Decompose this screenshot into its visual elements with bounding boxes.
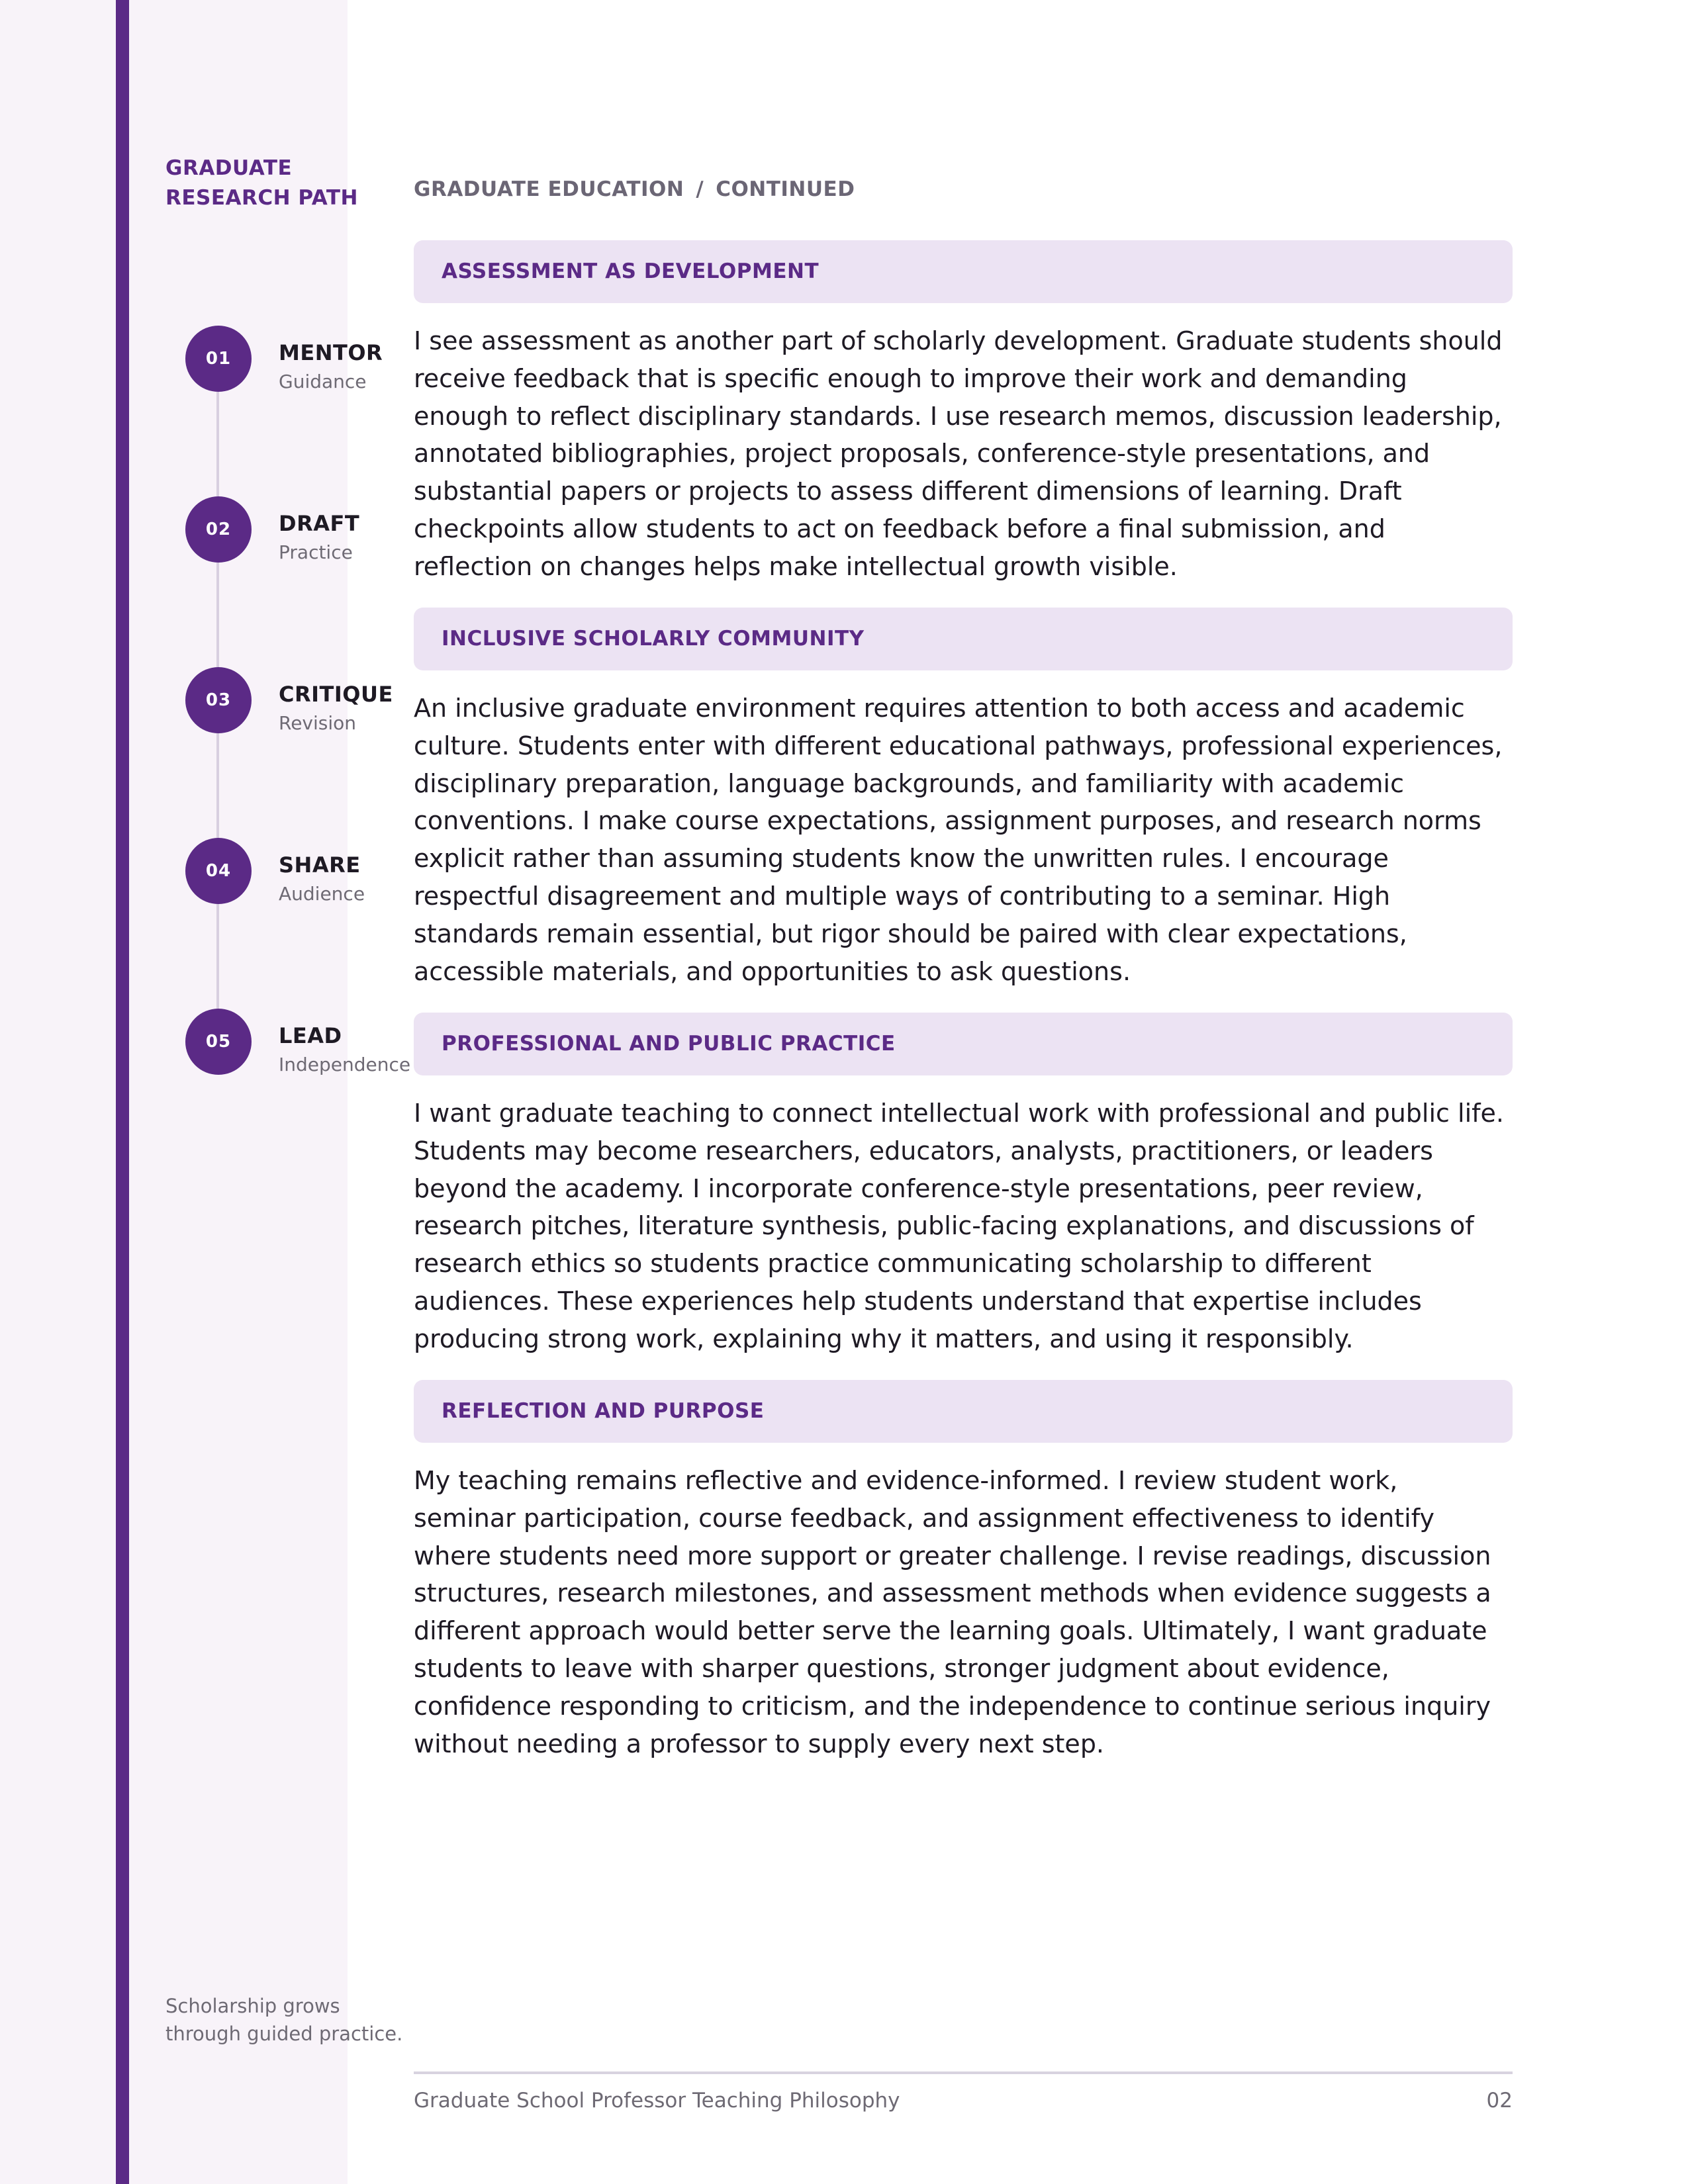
footer-divider bbox=[414, 2071, 1513, 2074]
sidebar-footer-note bbox=[165, 1992, 403, 2048]
step-subtitle: Revision bbox=[279, 712, 357, 734]
body-line: I want graduate teaching to connect intellectual work with professional and public life. bbox=[414, 1099, 1504, 1128]
timeline-step-lead bbox=[185, 1009, 424, 1075]
breadcrumb-main: GRADUATE EDUCATION bbox=[414, 177, 684, 201]
body-line: respectful disagreement and multiple ways of contributing to a seminar. High bbox=[414, 881, 1391, 911]
section-body-inclusive bbox=[414, 690, 1513, 990]
body-line: beyond the academy. I incorporate conference-style presentations, peer review, bbox=[414, 1173, 1423, 1203]
body-line: reflection on changes helps make intellectual growth visible. bbox=[414, 551, 1178, 581]
body-line: receive feedback that is specific enough to improve their work and demanding bbox=[414, 363, 1407, 393]
step-number-badge: 01 bbox=[185, 326, 252, 392]
body-line: research pitches, literature synthesis, public-facing explanations, and discussions of bbox=[414, 1211, 1474, 1241]
sidebar-title bbox=[165, 154, 364, 213]
body-line: audiences. These experiences help students understand that expertise includes bbox=[414, 1286, 1422, 1316]
body-line: research ethics so students practice communicating scholarship to different bbox=[414, 1249, 1372, 1279]
step-name: DRAFT bbox=[279, 511, 360, 536]
body-line: conventions. I make course expectations, assignment purposes, and research norms bbox=[414, 806, 1481, 836]
sidebar-accent-bar bbox=[116, 0, 129, 2184]
body-line: culture. Students enter with different educational pathways, professional experiences, bbox=[414, 731, 1503, 760]
body-line: standards remain essential, but rigor should be paired with clear expectations, bbox=[414, 919, 1407, 948]
section-body-assessment bbox=[414, 322, 1513, 586]
body-line: seminar participation, course feedback, and assignment effectiveness to identify bbox=[414, 1503, 1434, 1533]
breadcrumb bbox=[414, 177, 855, 201]
breadcrumb-separator: / bbox=[696, 177, 704, 201]
step-name: MENTOR bbox=[279, 340, 383, 365]
section-body-professional bbox=[414, 1095, 1513, 1358]
section-heading-assessment bbox=[414, 240, 1513, 303]
step-name: LEAD bbox=[279, 1023, 342, 1048]
section-heading-inclusive bbox=[414, 608, 1513, 670]
body-line: My teaching remains reflective and evidence-informed. I review student work, bbox=[414, 1466, 1398, 1495]
body-line: enough to reflect disciplinary standards. I use research memos, discussion leadership, bbox=[414, 401, 1502, 431]
footer-page-number: 02 bbox=[1486, 2089, 1513, 2113]
section-heading-reflection bbox=[414, 1380, 1513, 1443]
step-subtitle: Independence bbox=[279, 1054, 411, 1075]
timeline-step-critique bbox=[185, 667, 424, 733]
body-line: substantial papers or projects to assess different dimensions of learning. Draft bbox=[414, 477, 1402, 506]
body-line: explicit rather than assuming students know the unwritten rules. I encourage bbox=[414, 844, 1389, 874]
step-name: SHARE bbox=[279, 852, 361, 878]
section-heading-professional bbox=[414, 1013, 1513, 1075]
timeline-step-draft bbox=[185, 496, 424, 563]
body-line: disciplinary preparation, language backgrounds, and familiarity with academic bbox=[414, 768, 1404, 798]
timeline-step-mentor bbox=[185, 326, 424, 392]
step-subtitle: Guidance bbox=[279, 371, 367, 392]
section-heading-text: ASSESSMENT AS DEVELOPMENT bbox=[442, 259, 820, 283]
body-line: producing strong work, explaining why it matters, and using it responsibly. bbox=[414, 1324, 1354, 1353]
section-heading-text: REFLECTION AND PURPOSE bbox=[442, 1399, 765, 1423]
step-subtitle: Audience bbox=[279, 883, 365, 905]
section-heading-text: INCLUSIVE SCHOLARLY COMMUNITY bbox=[442, 627, 865, 651]
body-line: checkpoints allow students to act on feedback before a final submission, and bbox=[414, 514, 1385, 543]
body-line: Students may become researchers, educators, analysts, practitioners, or leaders bbox=[414, 1136, 1433, 1165]
sidebar-footer-line: Scholarship grows bbox=[165, 1995, 340, 2017]
body-line: An inclusive graduate environment requires attention to both access and academic bbox=[414, 694, 1465, 723]
footer-document-title: Graduate School Professor Teaching Philosophy bbox=[414, 2089, 900, 2113]
step-name: CRITIQUE bbox=[279, 682, 393, 707]
body-line: accessible materials, and opportunities to ask questions. bbox=[414, 956, 1131, 986]
section-body-reflection bbox=[414, 1462, 1513, 1762]
breadcrumb-sub: CONTINUED bbox=[716, 177, 855, 201]
body-line: confidence responding to criticism, and the independence to continue serious inquiry bbox=[414, 1691, 1491, 1721]
step-number-badge: 04 bbox=[185, 838, 252, 904]
body-line: students to leave with sharper questions, stronger judgment about evidence, bbox=[414, 1653, 1389, 1683]
sidebar-footer-line: through guided practice. bbox=[165, 2023, 403, 2045]
sidebar-title-line: RESEARCH PATH bbox=[165, 186, 358, 210]
body-line: structures, research milestones, and assessment methods when evidence suggests a bbox=[414, 1578, 1491, 1608]
section-heading-text: PROFESSIONAL AND PUBLIC PRACTICE bbox=[442, 1032, 896, 1056]
body-line: I see assessment as another part of scholarly development. Graduate students should bbox=[414, 326, 1503, 355]
body-line: different approach would better serve the learning goals. Ultimately, I want graduate bbox=[414, 1616, 1487, 1646]
step-number-badge: 02 bbox=[185, 496, 252, 563]
step-number-badge: 05 bbox=[185, 1009, 252, 1075]
timeline-step-share bbox=[185, 838, 424, 904]
step-subtitle: Practice bbox=[279, 541, 353, 563]
body-line: where students need more support or greater challenge. I revise readings, discussion bbox=[414, 1541, 1491, 1570]
sidebar-title-line: GRADUATE bbox=[165, 156, 293, 180]
step-number-badge: 03 bbox=[185, 667, 252, 733]
body-line: annotated bibliographies, project proposals, conference-style presentations, and bbox=[414, 439, 1430, 469]
body-line: without needing a professor to supply every next step. bbox=[414, 1729, 1105, 1758]
